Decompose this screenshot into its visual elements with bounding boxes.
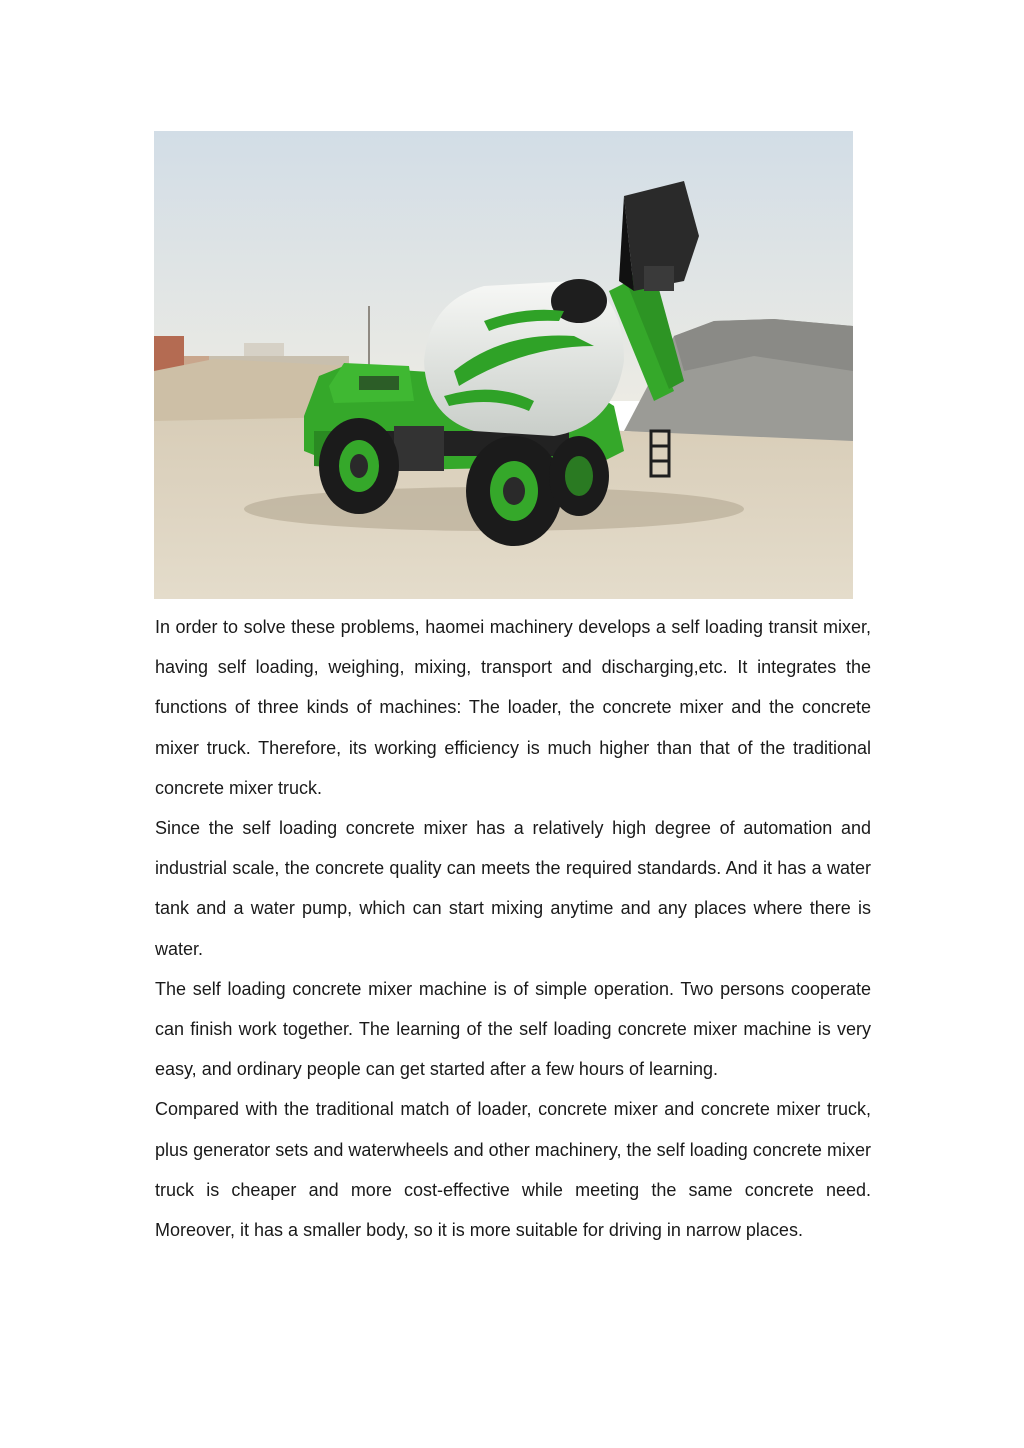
paragraph-2: Since the self loading concrete mixer has a relatively high degree of automation and industrial scale, the concrete quality can meets the required standards. And it has a water tank and a water pump, which can start mixing anytime and any places where there is water.: [155, 818, 871, 959]
paragraph-3: The self loading concrete mixer machine is of simple operation. Two persons cooperate can finish work together. The learning of the self loading concrete mixer machine is very easy, and ordinary people can get started after a few hours of learning.: [155, 978, 871, 1080]
mixer-truck-photo: [154, 131, 853, 599]
rear-wheel: [466, 436, 562, 546]
mixer-truck-illustration: [154, 131, 853, 599]
front-wheel: [319, 418, 399, 514]
paragraph-4: Compared with the traditional match of loader, concrete mixer and concrete mixer truck, plus generator sets and waterwheels and other machinery, the self loading concrete mixer truck is cheaper and more cost-effective while meeting the same concrete need. Moreover, it has a smaller body, so it is more suitable for driving in narrow places.: [155, 1099, 871, 1241]
mixer-drum: [424, 279, 624, 436]
article-body: [155, 607, 871, 1250]
rear-wheel-far: [549, 436, 609, 516]
paragraph-1: In order to solve these problems, haomei machinery develops a self loading transit mixer, having self loading, weighing, mixing, transport and discharging,etc. It integrates the functions of three kinds of machines: The loader, the concrete mixer and the concrete mixer truck. Therefore, its working efficiency is much higher than that of the traditional concrete mixer truck.: [155, 617, 871, 798]
